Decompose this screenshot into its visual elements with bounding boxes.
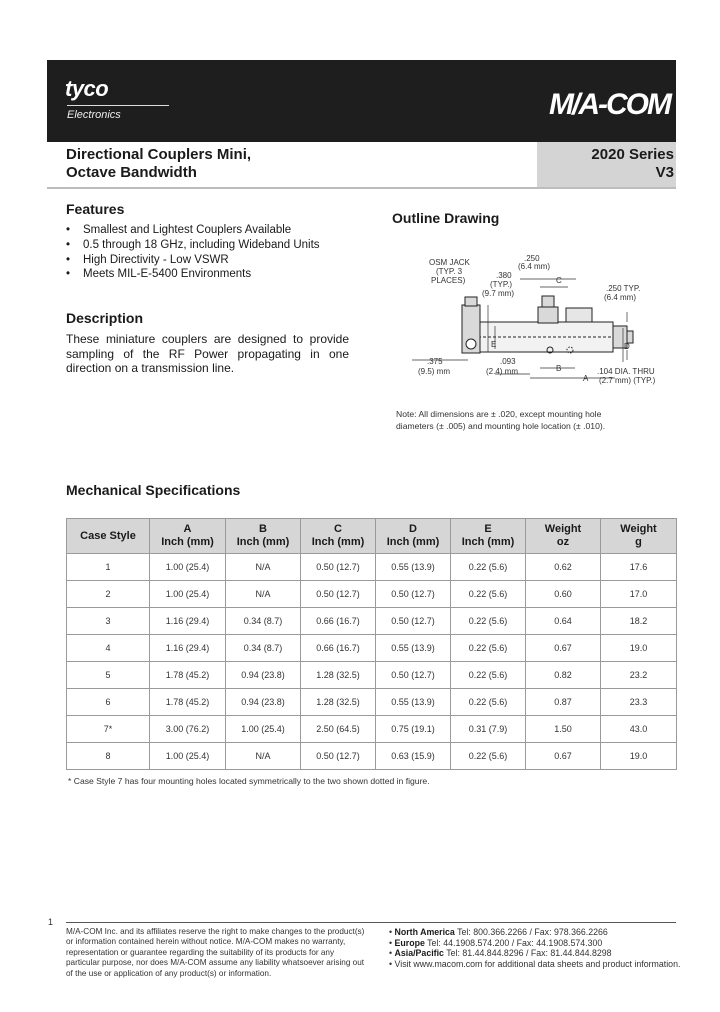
outline-heading: Outline Drawing — [392, 210, 500, 226]
table-cell: 1.78 (45.2) — [150, 689, 226, 716]
table-cell: N/A — [226, 743, 301, 770]
table-cell: N/A — [226, 554, 301, 581]
table-cell: 0.50 (12.7) — [376, 608, 451, 635]
table-cell: 0.82 — [526, 662, 601, 689]
table-row — [67, 608, 677, 635]
page-number: 1 — [48, 917, 54, 927]
feature-item: • Meets MIL-E-5400 Environments — [66, 267, 320, 282]
table-cell: 0.50 (12.7) — [376, 662, 451, 689]
table-cell: 0.34 (8.7) — [226, 608, 301, 635]
feature-item: • 0.5 through 18 GHz, including Wideband Units — [66, 238, 320, 253]
label-osm-typ: (TYP. 3 — [436, 267, 463, 276]
feature-item: • High Directivity - Low VSWR — [66, 253, 320, 268]
table-cell: 0.22 (5.6) — [451, 662, 526, 689]
outline-note — [396, 409, 605, 432]
table-cell: 19.0 — [601, 743, 677, 770]
label-dim-093-mm: (2.4) mm — [486, 367, 518, 376]
table-cell: 18.2 — [601, 608, 677, 635]
table-cell: 1.28 (32.5) — [301, 689, 376, 716]
label-e: E — [491, 340, 497, 349]
label-dim-380: .380 — [496, 271, 512, 280]
table-row — [67, 581, 677, 608]
table-footnote: * Case Style 7 has four mounting holes located symmetrically to the two shown dotted in figure. — [68, 776, 430, 786]
table-cell: 1.00 (25.4) — [150, 581, 226, 608]
table-cell: N/A — [226, 581, 301, 608]
table-cell: 0.75 (19.1) — [376, 716, 451, 743]
table-cell: 5 — [67, 662, 150, 689]
table-row — [67, 689, 677, 716]
table-cell: 23.3 — [601, 689, 677, 716]
footer-divider — [66, 922, 676, 923]
table-row — [67, 635, 677, 662]
table-row — [67, 554, 677, 581]
col-header: C Inch (mm) — [301, 519, 376, 554]
label-dim-104: .104 DIA. THRU — [597, 367, 655, 376]
series-label: 2020 Series — [591, 146, 674, 163]
table-cell: 0.67 — [526, 743, 601, 770]
table-cell: 1.50 — [526, 716, 601, 743]
table-cell: 0.62 — [526, 554, 601, 581]
col-header: D Inch (mm) — [376, 519, 451, 554]
label-dim-093: .093 — [500, 357, 516, 366]
table-cell: 0.87 — [526, 689, 601, 716]
title-line-2: Octave Bandwidth — [66, 164, 197, 181]
title-divider — [47, 187, 676, 189]
table-cell: 1.00 (25.4) — [226, 716, 301, 743]
left-connector-icon — [462, 297, 480, 353]
macom-logo: M/A-COM — [549, 88, 670, 121]
label-osm-places: PLACES) — [431, 276, 466, 285]
label-dim-375: .375 — [427, 357, 443, 366]
table-cell: 0.22 (5.6) — [451, 581, 526, 608]
label-dim-250-typ: .250 TYP. — [606, 284, 641, 293]
table-cell: 17.6 — [601, 554, 677, 581]
table-cell: 2.50 (64.5) — [301, 716, 376, 743]
table-cell: 1.28 (32.5) — [301, 662, 376, 689]
note-line-2: diameters (± .005) and mounting hole location (± .010). — [396, 420, 606, 431]
label-c: C — [556, 276, 562, 285]
note-line-1: Note: All dimensions are ± .020, except mounting hole — [396, 409, 602, 419]
table-cell: 1.16 (29.4) — [150, 635, 226, 662]
table-row — [67, 662, 677, 689]
label-a: A — [583, 374, 589, 383]
table-cell: 1.16 (29.4) — [150, 608, 226, 635]
version-label: V3 — [655, 164, 674, 181]
table-cell: 8 — [67, 743, 150, 770]
table-cell: 0.22 (5.6) — [451, 743, 526, 770]
contact-asia-pacific: • Asia/Pacific Tel: 81.44.844.8296 / Fax: 81.44.844.8298 — [389, 948, 612, 959]
col-header: B Inch (mm) — [226, 519, 301, 554]
table-cell: 0.63 (15.9) — [376, 743, 451, 770]
contact-north-america: • North America Tel: 800.366.2266 / Fax: 978.366.2266 — [389, 927, 608, 937]
table-cell: 3 — [67, 608, 150, 635]
table-cell: 3.00 (76.2) — [150, 716, 226, 743]
table-cell: 4 — [67, 635, 150, 662]
disclaimer-text: M/A-COM Inc. and its affiliates reserve the right to make changes to the product(s) or information contained herein without notice. M/A-COM makes no warranty, representation or guarantee regarding the suitability of its products for any particular purpose, nor does M/A-COM assume any liability whatsoever arising out of the use or application of any product(s) or information. — [66, 927, 365, 978]
table-cell: 1.00 (25.4) — [150, 743, 226, 770]
table-cell: 0.50 (12.7) — [301, 554, 376, 581]
table-cell: 0.50 (12.7) — [301, 743, 376, 770]
table-row — [67, 716, 677, 743]
label-osm-jack: OSM JACK — [429, 258, 470, 267]
contact-website[interactable]: • Visit www.macom.com for additional data sheets and product information. — [389, 958, 681, 969]
mechanical-spec-table — [66, 518, 677, 770]
table-cell: 0.64 — [526, 608, 601, 635]
label-dim-250-mm: (6.4 mm) — [518, 262, 550, 271]
top-connector-icon — [538, 296, 558, 323]
table-cell: 0.50 (12.7) — [376, 581, 451, 608]
table-cell: 0.50 (12.7) — [301, 581, 376, 608]
col-header: E Inch (mm) — [451, 519, 526, 554]
table-cell: 0.22 (5.6) — [451, 608, 526, 635]
contact-block — [389, 927, 680, 969]
outline-drawing — [390, 250, 670, 390]
table-cell: 0.94 (23.8) — [226, 662, 301, 689]
label-dim-380-mm: (9.7 mm) — [482, 289, 514, 298]
tyco-electronics-logo — [65, 76, 121, 121]
table-cell: 0.22 (5.6) — [451, 689, 526, 716]
col-header: A Inch (mm) — [150, 519, 226, 554]
table-cell: 0.31 (7.9) — [451, 716, 526, 743]
table-cell: 0.22 (5.6) — [451, 554, 526, 581]
table-cell: 19.0 — [601, 635, 677, 662]
label-dim-250: .250 — [524, 254, 540, 263]
table-cell: 1 — [67, 554, 150, 581]
features-heading: Features — [66, 201, 125, 217]
feature-item: • Smallest and Lightest Couplers Available — [66, 223, 320, 238]
label-dim-375-mm: (9.5) mm — [418, 367, 450, 376]
table-cell: 0.55 (13.9) — [376, 635, 451, 662]
label-b: B — [556, 364, 562, 373]
table-cell: 23.2 — [601, 662, 677, 689]
logo-rule — [67, 105, 169, 106]
col-header: Weight g — [601, 519, 677, 554]
series-box — [537, 142, 676, 187]
tyco-sub-brand: Electronics — [67, 109, 121, 121]
table-cell: 0.66 (16.7) — [301, 635, 376, 662]
label-d: D — [624, 342, 630, 351]
table-cell: 7* — [67, 716, 150, 743]
table-cell: 1.78 (45.2) — [150, 662, 226, 689]
table-cell: 0.66 (16.7) — [301, 608, 376, 635]
features-list — [66, 223, 320, 282]
table-cell: 0.67 — [526, 635, 601, 662]
col-header: Weight oz — [526, 519, 601, 554]
title-line-1: Directional Couplers Mini, — [66, 146, 252, 163]
table-cell: 43.0 — [601, 716, 677, 743]
coupler-body — [468, 322, 613, 352]
col-header: Case Style — [67, 519, 150, 554]
table-cell: 0.22 (5.6) — [451, 635, 526, 662]
table-cell: 0.55 (13.9) — [376, 689, 451, 716]
table-cell: 6 — [67, 689, 150, 716]
product-title — [66, 146, 251, 182]
contact-europe: • Europe Tel: 44.1908.574.200 / Fax: 44.1908.574.300 — [389, 937, 603, 948]
table-cell: 2 — [67, 581, 150, 608]
header-band — [47, 60, 676, 142]
mechanical-heading: Mechanical Specifications — [66, 482, 241, 498]
mount-tab-icon — [566, 308, 592, 322]
description-text: These miniature couplers are designed to provide sampling of the RF Power propagating in one direction on a transmission line. — [66, 332, 349, 375]
table-cell: 0.94 (23.8) — [226, 689, 301, 716]
table-cell: 0.55 (13.9) — [376, 554, 451, 581]
table-cell: 1.00 (25.4) — [150, 554, 226, 581]
label-dim-104-mm: (2.7 mm) (TYP.) — [599, 376, 656, 385]
description-heading: Description — [66, 310, 144, 326]
label-dim-250-typ-mm: (6.4 mm) — [604, 293, 636, 302]
label-typ: (TYP.) — [490, 280, 513, 289]
table-cell: 0.34 (8.7) — [226, 635, 301, 662]
table-cell: 17.0 — [601, 581, 677, 608]
tyco-brand: tyco — [65, 76, 109, 101]
table-row — [67, 743, 677, 770]
table-header-row — [67, 519, 677, 554]
table-cell: 0.60 — [526, 581, 601, 608]
